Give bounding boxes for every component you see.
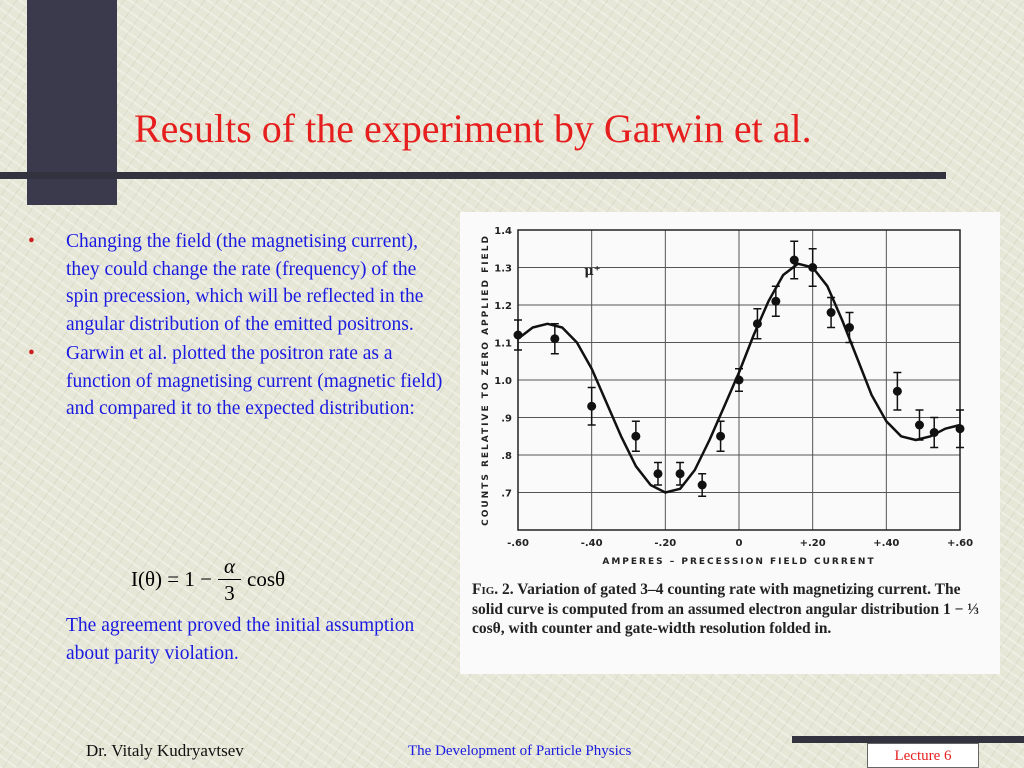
data-point <box>698 481 707 490</box>
bullet-marker: • <box>28 343 35 364</box>
formula-fraction <box>218 553 241 606</box>
x-tick-label: -.20 <box>654 538 677 549</box>
formula-numerator: α <box>218 553 241 580</box>
caption-label: Fig. 2. <box>472 581 514 598</box>
bullet-item <box>28 228 448 338</box>
x-tick-label: +.60 <box>946 538 974 549</box>
caption-text: Variation of gated 3–4 counting rate with magnetizing current. The solid curve is computed from an assumed electron angular distribution 1 − ⅓ cosθ, with counter and gate-width resolution folded in. <box>472 581 980 637</box>
mu-plus-annotation: μ⁺ <box>584 264 601 279</box>
data-point <box>735 376 744 385</box>
data-point <box>930 428 939 437</box>
y-tick-label: .7 <box>501 488 512 500</box>
figure-caption <box>472 580 992 639</box>
data-point <box>956 424 965 433</box>
x-tick-label: -.40 <box>580 538 603 549</box>
data-point <box>915 421 924 430</box>
footer-divider <box>792 736 1024 743</box>
bullet-marker: • <box>28 231 35 252</box>
precession-chart <box>460 212 1000 572</box>
bullet-text: Garwin et al. plotted the positron rate as a function of magnetising current (magnetic field) and compared it to the expected distribution: <box>66 343 443 419</box>
title-divider <box>0 172 946 179</box>
bullet-list <box>28 228 448 425</box>
x-tick-label: 0 <box>735 538 743 549</box>
data-point <box>845 323 854 332</box>
page-title: Results of the experiment by Garwin et al. <box>134 106 812 151</box>
data-point <box>790 256 799 265</box>
data-point <box>827 308 836 317</box>
y-tick-label: 1.2 <box>494 301 512 312</box>
y-tick-label: .9 <box>501 413 512 425</box>
y-tick-label: 1.1 <box>494 338 512 350</box>
bullet-item <box>28 340 448 423</box>
y-tick-label: .8 <box>501 451 512 462</box>
footer-course: The Development of Particle Physics <box>408 743 632 759</box>
bullet-text: Changing the field (the magnetising current), they could change the rate (frequency) of the spin precession, which will be reflected in the angular distribution of the emitted positrons. <box>66 231 424 335</box>
data-point <box>771 297 780 306</box>
y-tick-label: 1.4 <box>494 226 512 237</box>
data-point <box>653 469 662 478</box>
formula-denominator: 3 <box>224 580 235 605</box>
y-tick-label: 1.0 <box>494 376 512 387</box>
footer-author: Dr. Vitaly Kudryavtsev <box>86 741 244 760</box>
x-tick-label: +.40 <box>873 538 900 549</box>
x-axis-label: AMPERES – PRECESSION FIELD CURRENT <box>602 557 876 567</box>
formula-rhs: cosθ <box>247 566 286 591</box>
y-axis-label: COUNTS RELATIVE TO ZERO APPLIED FIELD <box>481 234 491 526</box>
y-tick-label: 1.3 <box>494 263 512 275</box>
data-point <box>893 387 902 396</box>
data-point <box>514 331 523 340</box>
data-point <box>631 432 640 441</box>
x-tick-label: -.60 <box>507 538 529 549</box>
formula-lhs: I(θ) = 1 − <box>131 566 212 591</box>
conclusion-text: The agreement proved the initial assumption about parity violation. <box>66 615 415 664</box>
distribution-formula <box>131 550 285 608</box>
experiment-figure <box>460 212 1000 674</box>
lecture-badge: Lecture 6 <box>867 743 979 768</box>
x-tick-label: +.20 <box>799 538 826 549</box>
data-point <box>808 263 817 272</box>
data-point <box>587 402 596 411</box>
data-point <box>676 469 685 478</box>
data-point <box>550 334 559 343</box>
data-point <box>716 432 725 441</box>
data-point <box>753 319 762 328</box>
